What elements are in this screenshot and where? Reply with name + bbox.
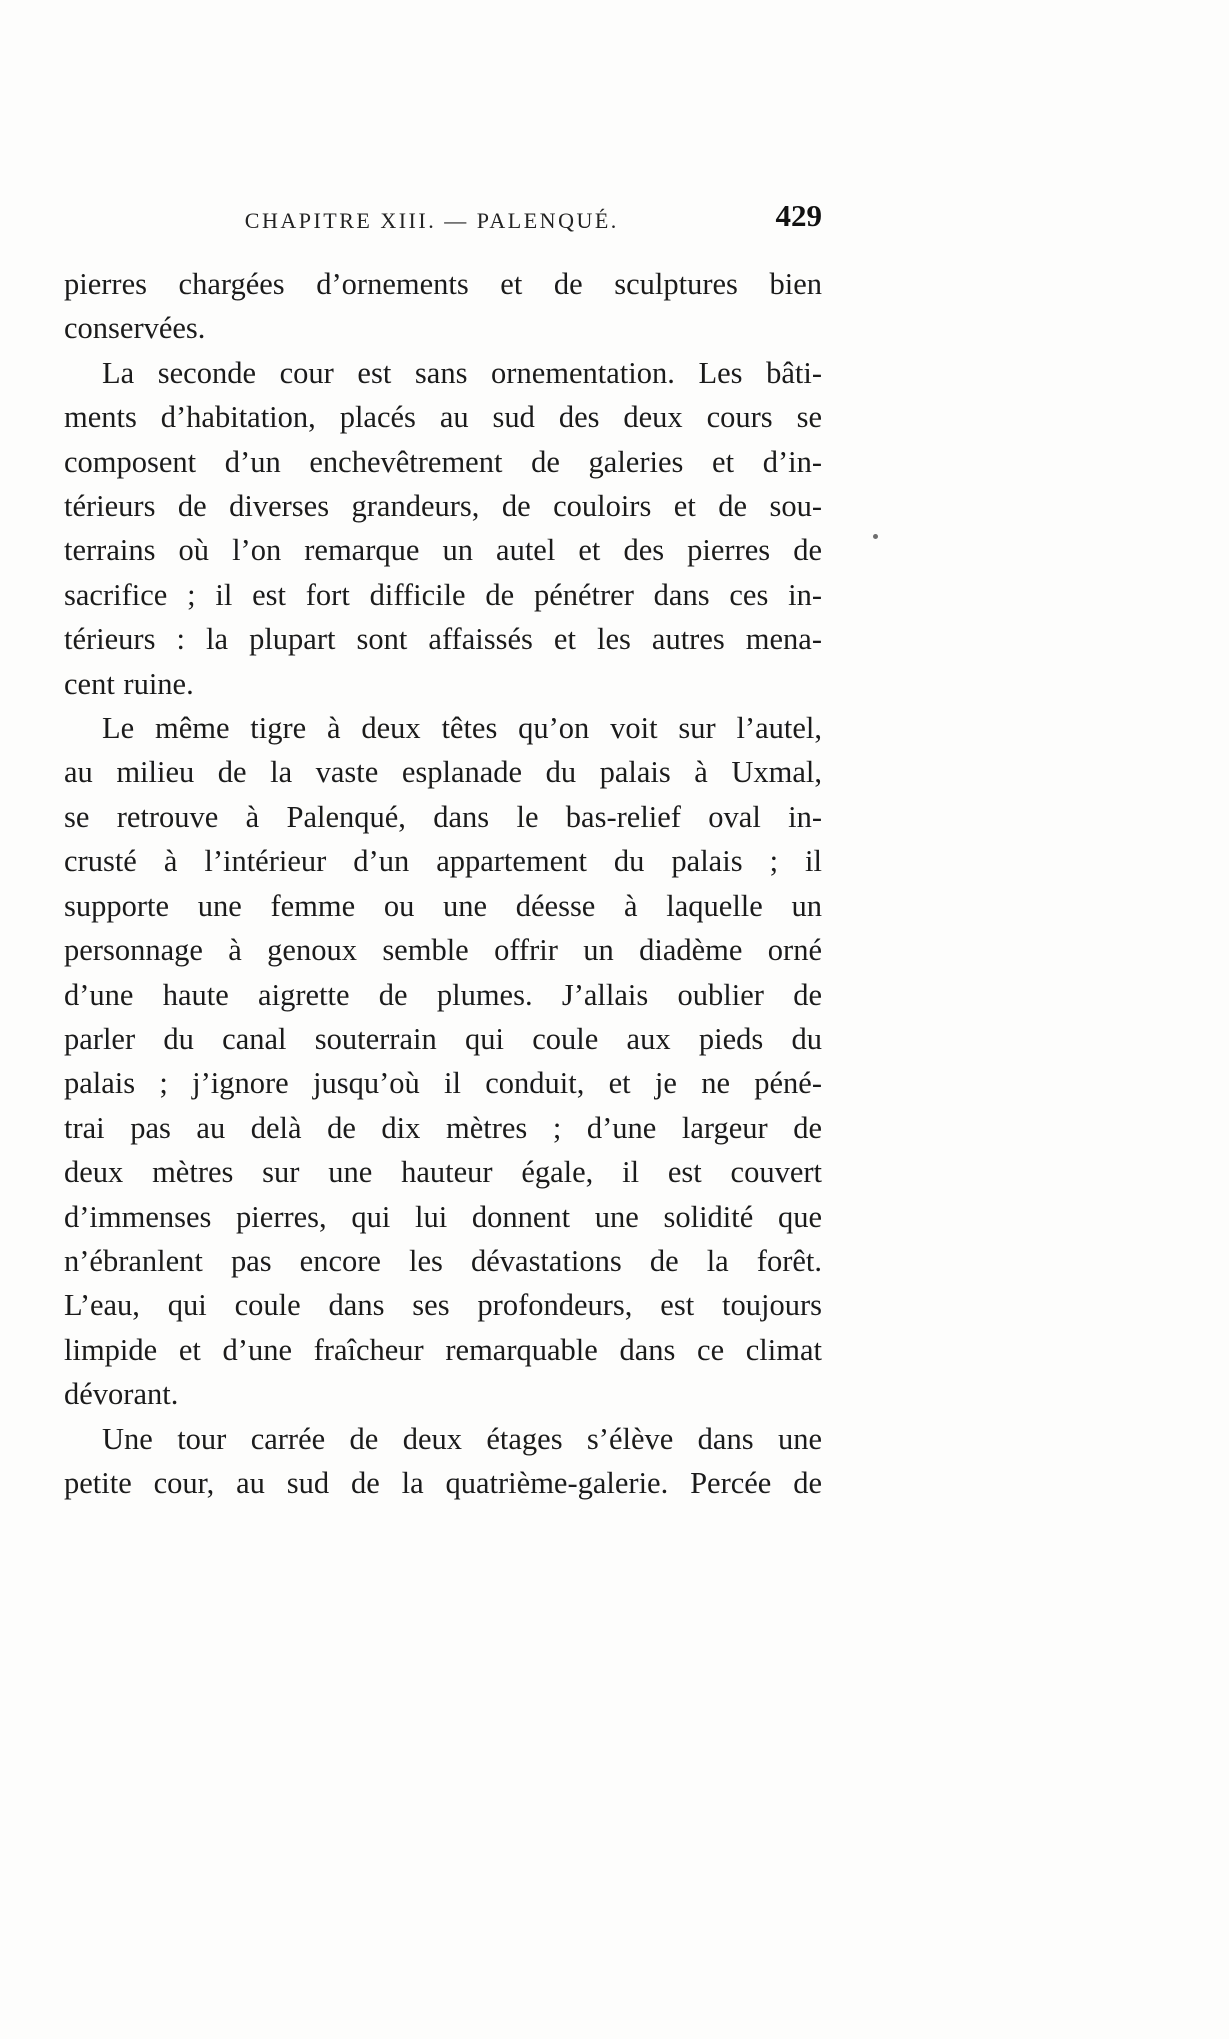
text-line: cent ruine. [64,666,194,701]
text-line: petite cour, au sud de la quatrième-galerie. Percée de [64,1465,822,1500]
text-line: composent d’un enchevêtrement de galeries et d’in- [64,444,822,479]
text-line: dévorant. [64,1377,179,1412]
text-line: limpide et d’une fraîcheur remarquable dans ce climat [64,1332,822,1367]
text-line: personnage à genoux semble offrir un diadème orné [64,933,822,968]
text-line: Une tour carrée de deux étages s’élève dans une [102,1421,822,1456]
text-line: L’eau, qui coule dans ses profondeurs, est toujours [64,1288,822,1323]
text-line: conservées. [64,311,206,346]
text-line: au milieu de la vaste esplanade du palais à Uxmal, [64,755,822,790]
text-line: pierres chargées d’ornements et de sculptures bien [64,267,822,301]
text-line: crusté à l’intérieur d’un appartement du palais ; il [64,844,822,879]
text-line: térieurs : la plupart sont affaissés et les autres mena- [64,622,822,657]
text-line: d’immenses pierres, qui lui donnent une solidité que [64,1199,822,1234]
text-line: deux mètres sur une hauteur égale, il est couvert [64,1155,822,1190]
chapter-title: CHAPITRE XIII. — PALENQUÉ. [244,208,619,233]
paragraph [64,262,822,351]
text-line: ments d’habitation, placés au sud des deux cours se [64,400,822,435]
text-line: sacrifice ; il est fort difficile de pénétrer dans ces in- [64,577,822,612]
text-line: parler du canal souterrain qui coule aux pieds du [64,1021,822,1056]
paragraph [64,1417,822,1506]
text-line: d’une haute aigrette de plumes. J’allais oublier de [64,977,822,1012]
paragraph [64,351,822,706]
text-line: supporte une femme ou une déesse à laquelle un [64,888,822,923]
text-line: n’ébranlent pas encore les dévastations de la forêt. [64,1243,822,1278]
text-line: La seconde cour est sans ornementation. Les bâti- [102,355,822,390]
text-line: palais ; j’ignore jusqu’où il conduit, et je ne péné- [64,1066,822,1101]
paragraph [64,706,822,1417]
text-line: trai pas au delà de dix mètres ; d’une largeur de [64,1110,822,1145]
text-line: Le même tigre à deux têtes qu’on voit sur l’autel, [102,711,822,746]
running-header [64,198,822,244]
text-line: térieurs de diverses grandeurs, de couloirs et de sou- [64,489,822,524]
text-line: se retrouve à Palenqué, dans le bas-relief oval in- [64,799,822,834]
ink-speck [873,534,878,539]
text-column [64,198,822,1505]
body-text [64,262,822,1505]
text-line: terrains où l’on remarque un autel et des pierres de [64,533,822,568]
page-number: 429 [775,198,822,233]
